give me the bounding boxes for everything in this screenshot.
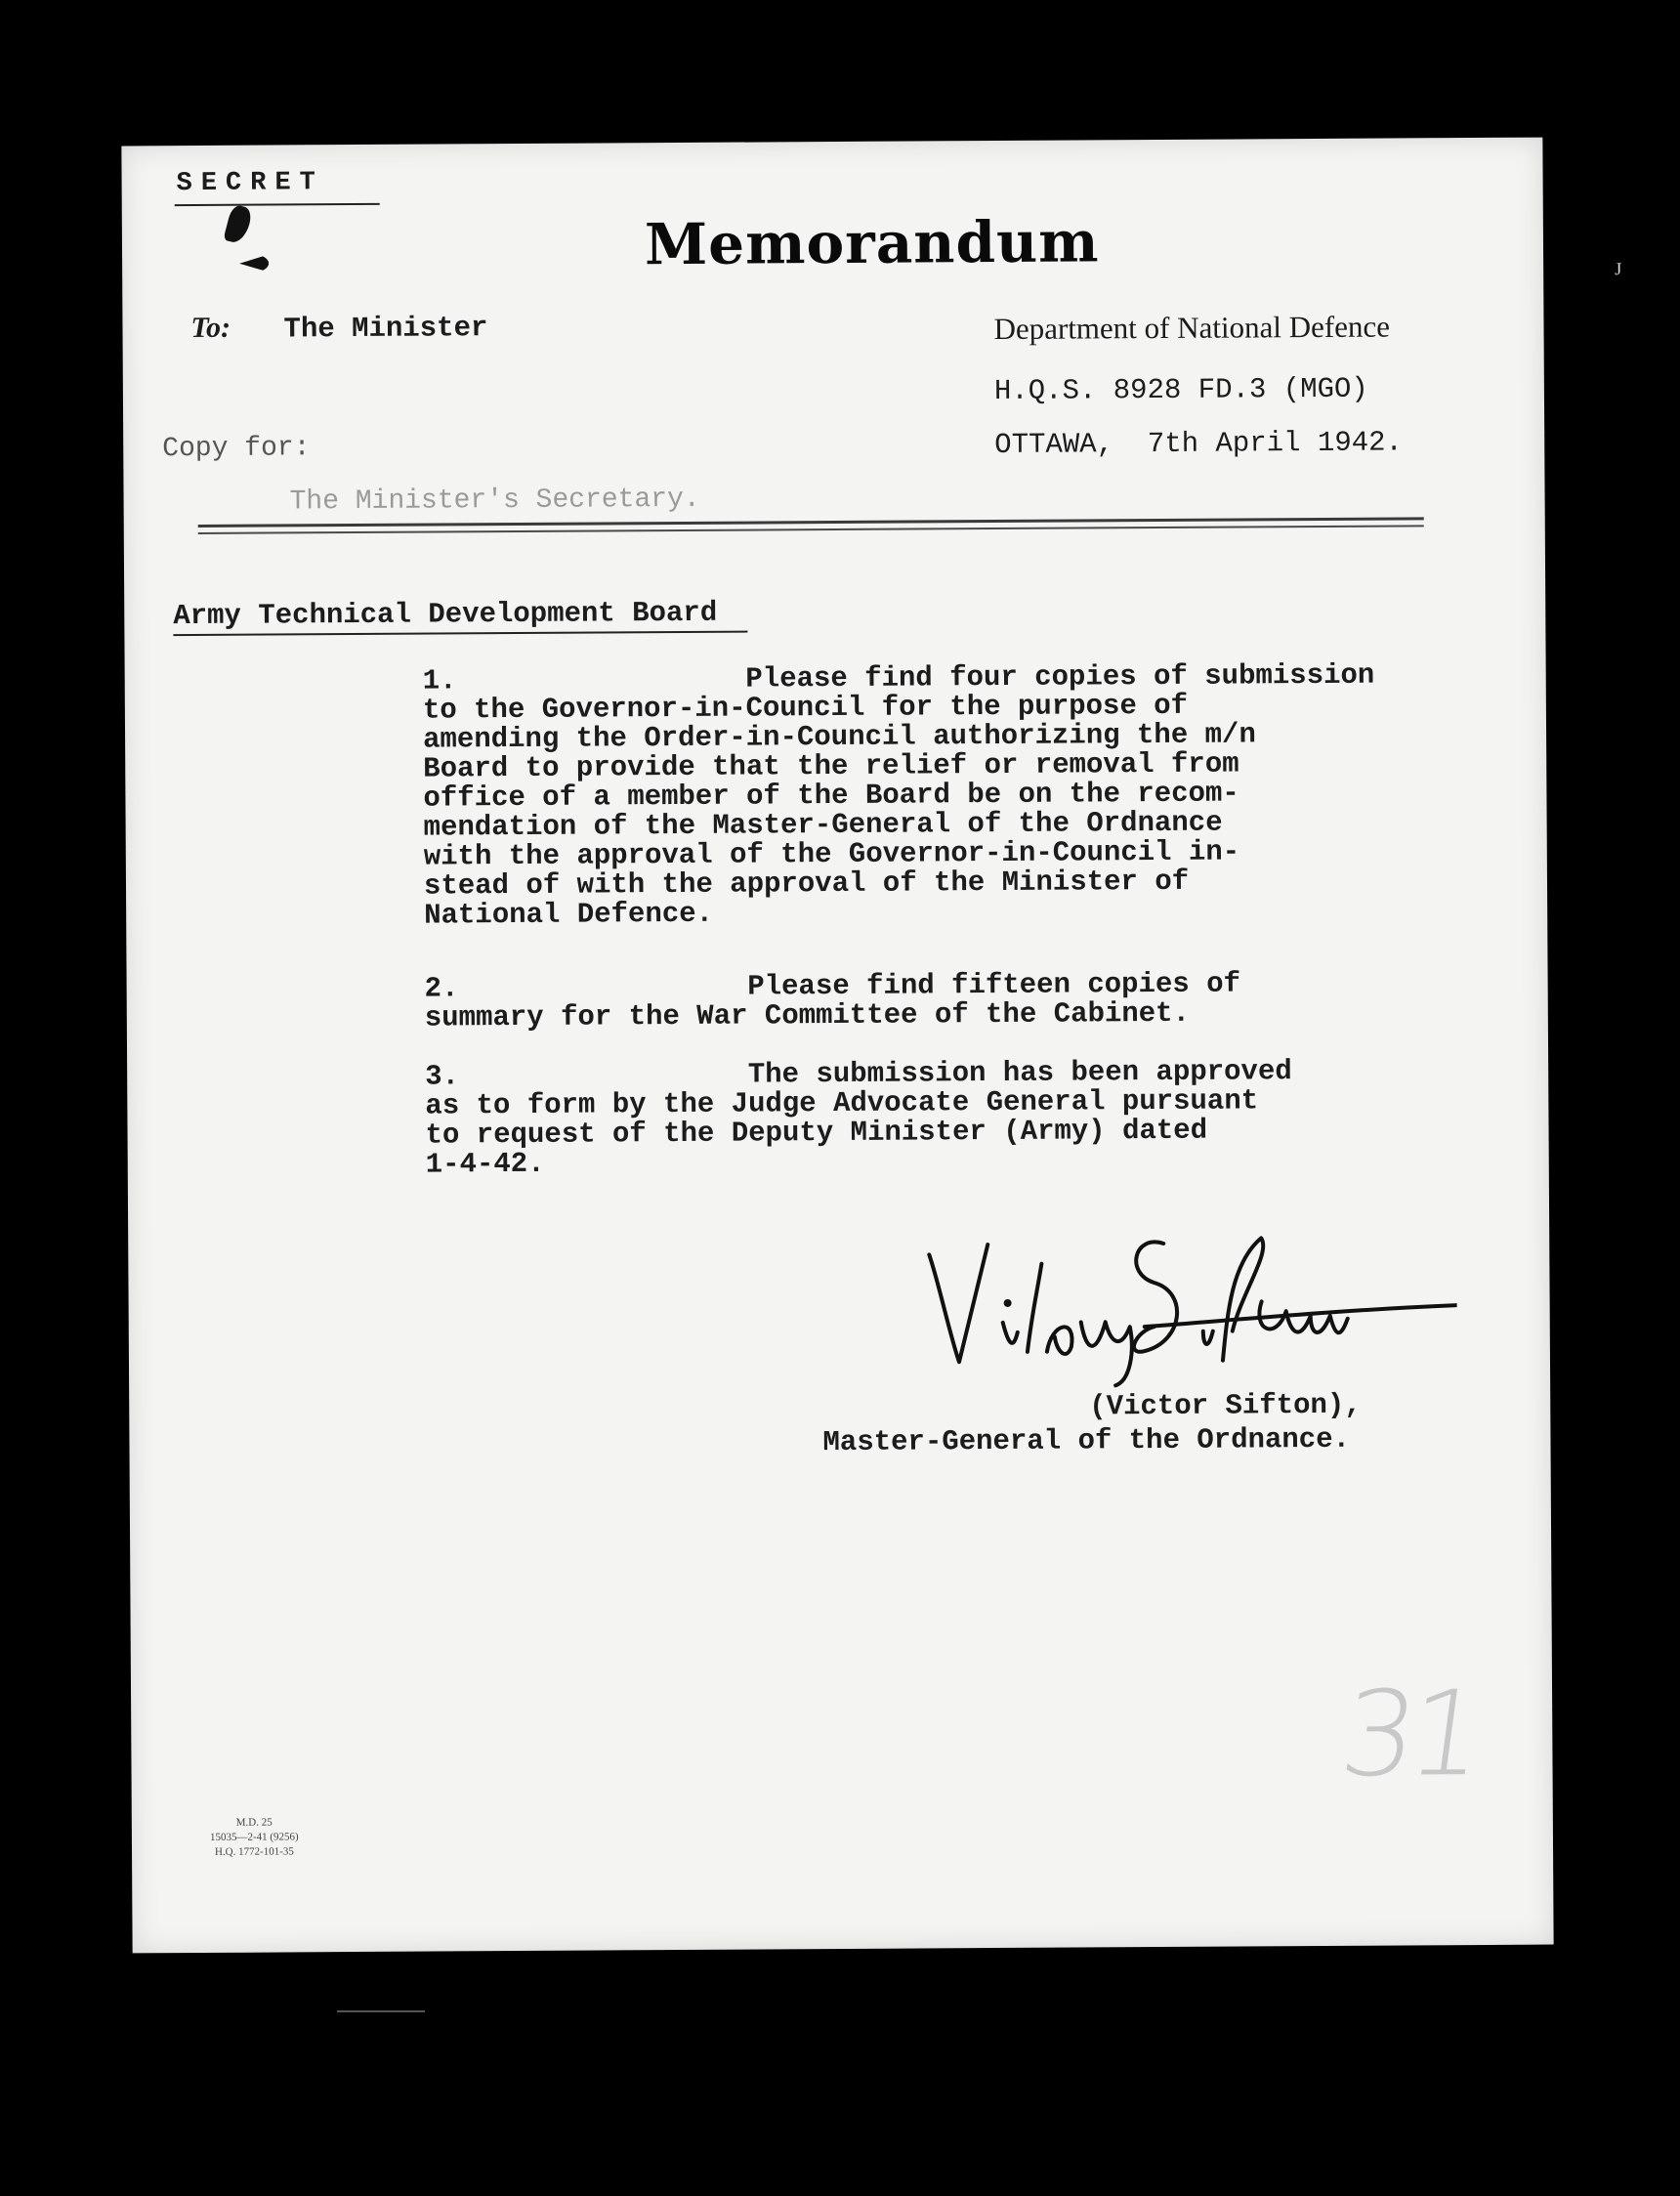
ink-mark xyxy=(223,204,253,245)
signer-title: Master-General of the Ordnance. xyxy=(822,1422,1351,1459)
form-reference-line: M.D. 25 xyxy=(235,1816,273,1829)
memo-page xyxy=(121,138,1622,1954)
ink-mark xyxy=(239,255,269,273)
form-reference-line: H.Q. 1772-101-35 xyxy=(214,1845,294,1858)
to-recipient: The Minister xyxy=(283,312,488,346)
file-reference: H.Q.S. 8928 FD.3 (MGO) xyxy=(993,372,1368,408)
copy-label: Copy for: xyxy=(162,433,311,465)
paragraph-3: 3. The submission has been approved as to form by the Judge Advocate General pursuant to request of the Deputy Minister (Army) dated 1-4-42. xyxy=(425,1055,1292,1181)
place-date: OTTAWA, 7th April 1942. xyxy=(994,426,1404,462)
corner-mark: J xyxy=(1615,259,1622,279)
classification-stamp: SECRET xyxy=(176,168,324,199)
paragraph-1: 1. Please find four copies of submission to the Governor-in-Council for the purpose of amending the Order-in-Council authorizing the m/n Board to provide that the relief or removal from office of a member of the Board be on the recom- mendation of the Master-General of the Ordnance with the approval of the Governor-in-Council in- stead of with the approval of the Minister of National Defence. xyxy=(422,658,1375,932)
film-edge-mark xyxy=(337,2010,425,2012)
classification-underline xyxy=(175,203,380,206)
form-reference-line: 15035—2-41 (9256) xyxy=(209,1831,299,1843)
handwritten-signature xyxy=(909,1203,1457,1391)
paragraph-2: 2. Please find fifteen copies of summary for the War Committee of the Cabinet. xyxy=(424,967,1241,1035)
copy-recipient: The Minister's Secretary. xyxy=(289,484,700,518)
page-number: 31 xyxy=(1332,1666,1486,1803)
form-reference xyxy=(210,1815,299,1860)
subject-line: Army Technical Development Board xyxy=(173,596,718,633)
signer-name: (Victor Sifton), xyxy=(1089,1388,1362,1423)
department-name: Department of National Defence xyxy=(993,309,1391,347)
memo-title: Memorandum xyxy=(644,208,1100,278)
to-label: To: xyxy=(190,311,231,345)
